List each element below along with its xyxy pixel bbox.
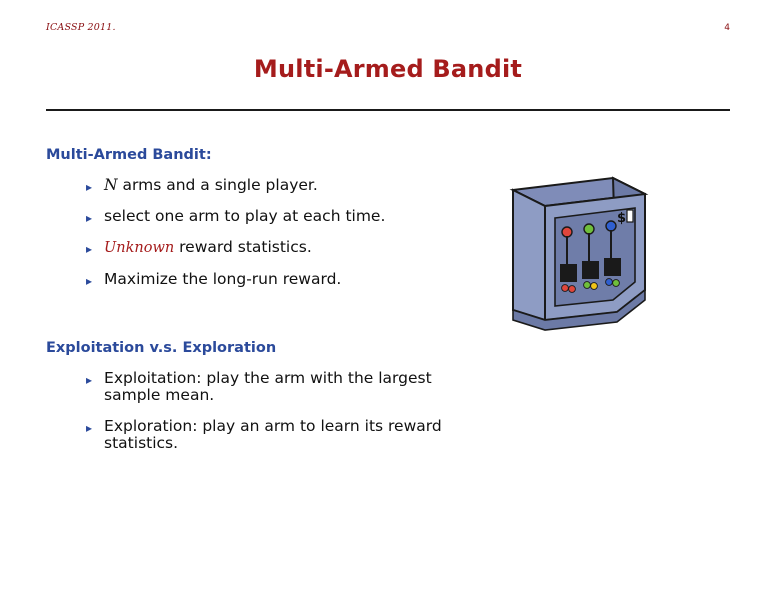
bullet-text [104,239,312,257]
list-item [46,271,476,288]
currency-symbol: $ [617,211,627,226]
slide-header [46,22,730,33]
list-item [46,208,476,225]
content-column [46,147,476,452]
bullet-text: select one arm to play at each time. [104,207,386,226]
triangle-bullet-icon: ▸ [86,180,93,194]
section-heading-bandit: Multi-Armed Bandit: [46,147,212,163]
list-item [46,370,476,404]
emphasis-unknown: Unknown [104,240,175,257]
bullet-text: Exploitation: play the arm with the largest sample mean. [104,369,432,405]
list-item [46,177,476,194]
bullet-text: Exploration: play an arm to learn its reward statistics. [104,417,442,453]
triangle-bullet-icon: ▸ [86,211,93,226]
bullet-text [104,177,318,194]
bullet-text-rest: reward statistics. [174,238,312,257]
triangle-bullet-icon: ▸ [86,421,93,436]
bullet-text-rest: arms and a single player. [117,176,318,194]
bullet-list-bandit [46,177,476,288]
triangle-bullet-icon: ▸ [86,274,93,289]
page-title: Multi-Armed Bandit [253,55,523,83]
bullet-text: Maximize the long-run reward. [104,270,342,289]
triangle-bullet-icon: ▸ [86,242,93,257]
page-number: 4 [724,23,730,33]
bullet-list-exploit-explore [46,370,476,452]
section-heading-exploit-explore: Exploitation v.s. Exploration [46,340,277,357]
slot-machine-illustration [505,160,655,335]
list-item [46,418,476,452]
slot-machine-svg [505,160,655,335]
title-divider [46,109,730,111]
conference-label: ICASSP 2011. [46,22,116,33]
triangle-bullet-icon: ▸ [86,373,93,388]
list-item [46,239,476,257]
math-symbol-n: N [104,176,118,194]
